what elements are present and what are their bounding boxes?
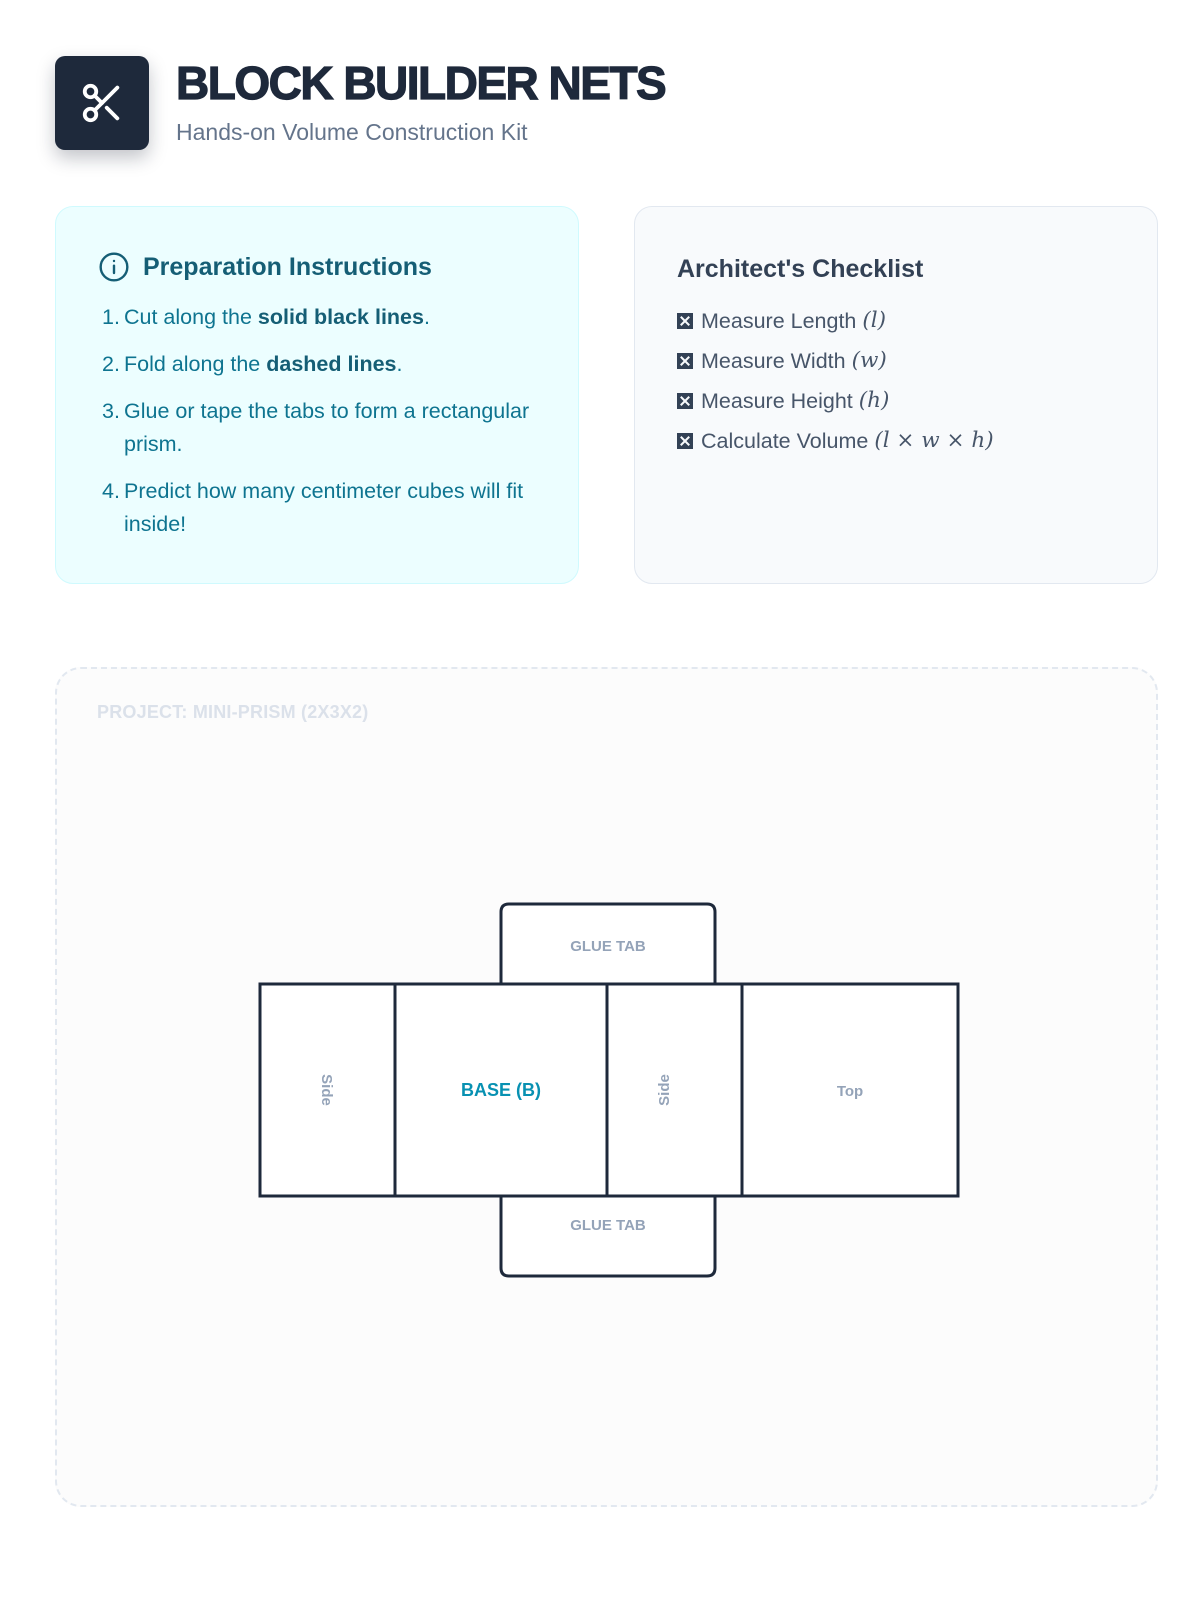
architect-checklist-card: [634, 206, 1158, 584]
checklist-label: Measure Height: [701, 389, 853, 413]
checked-box-icon: [677, 433, 693, 449]
page-header: [55, 56, 955, 150]
step-number: 1.: [102, 305, 120, 329]
step-number: 4.: [102, 479, 120, 503]
checked-box-icon: [677, 313, 693, 329]
checked-box-icon: [677, 353, 693, 369]
checklist-symbol: (l): [862, 308, 887, 333]
instruction-step: [102, 301, 542, 334]
base-label: BASE (B): [461, 1080, 541, 1100]
step-text: Cut along the: [124, 305, 258, 329]
checklist-item: [677, 381, 994, 421]
project-area: [55, 667, 1158, 1507]
step-text: Fold along the: [124, 352, 267, 376]
side-left-label: Side: [318, 1074, 335, 1106]
step-text-end: .: [423, 305, 430, 329]
info-icon: [98, 251, 130, 283]
glue-tab-bottom[interactable]: [501, 1196, 715, 1276]
scissors-icon: [79, 80, 125, 126]
page-subtitle: Hands-on Volume Construction Kit: [176, 119, 528, 145]
checklist-items: [677, 301, 994, 461]
checklist-item: [677, 301, 994, 341]
step-text: Glue or tape the tabs to form a rectangular prism.: [124, 399, 530, 456]
step-number: 2.: [102, 352, 120, 376]
checked-box-icon: [677, 393, 693, 409]
project-label: PROJECT: MINI-PRISM (2X3X2): [97, 702, 369, 722]
prism-net: [57, 669, 1160, 1509]
glue-tab-top-label: GLUE TAB: [570, 938, 646, 955]
step-text-end: .: [396, 352, 403, 376]
glue-tab-bottom-label: GLUE TAB: [570, 1217, 646, 1234]
step-emphasis: solid black lines: [257, 305, 424, 329]
instruction-steps: [102, 301, 542, 555]
checklist-label: Measure Length: [701, 309, 857, 333]
checklist-item: [677, 421, 994, 461]
instructions-heading: [98, 251, 432, 283]
checklist-label: Calculate Volume: [701, 429, 869, 453]
page-title: BLOCK BUILDER NETS: [176, 57, 666, 109]
checklist-symbol: (h): [858, 388, 890, 413]
top-label: Top: [836, 1083, 864, 1100]
checklist-symbol: (l × w × h): [874, 428, 994, 453]
checklist-title: Architect's Checklist: [677, 255, 924, 283]
checklist-label: Measure Width: [701, 349, 846, 373]
instruction-step: [102, 348, 542, 381]
instruction-step: [102, 395, 542, 461]
side-right-label: Side: [656, 1074, 673, 1106]
step-emphasis: dashed lines: [266, 352, 397, 376]
instructions-title: Preparation Instructions: [143, 252, 432, 281]
preparation-instructions-card: [55, 206, 579, 584]
step-text: Predict how many centimeter cubes will fit inside!: [124, 479, 524, 536]
checklist-symbol: (w): [851, 348, 887, 373]
checklist-item: [677, 341, 994, 381]
step-number: 3.: [102, 399, 120, 423]
side-face-right[interactable]: [607, 984, 742, 1196]
logo: [55, 56, 149, 150]
instruction-step: [102, 475, 542, 541]
